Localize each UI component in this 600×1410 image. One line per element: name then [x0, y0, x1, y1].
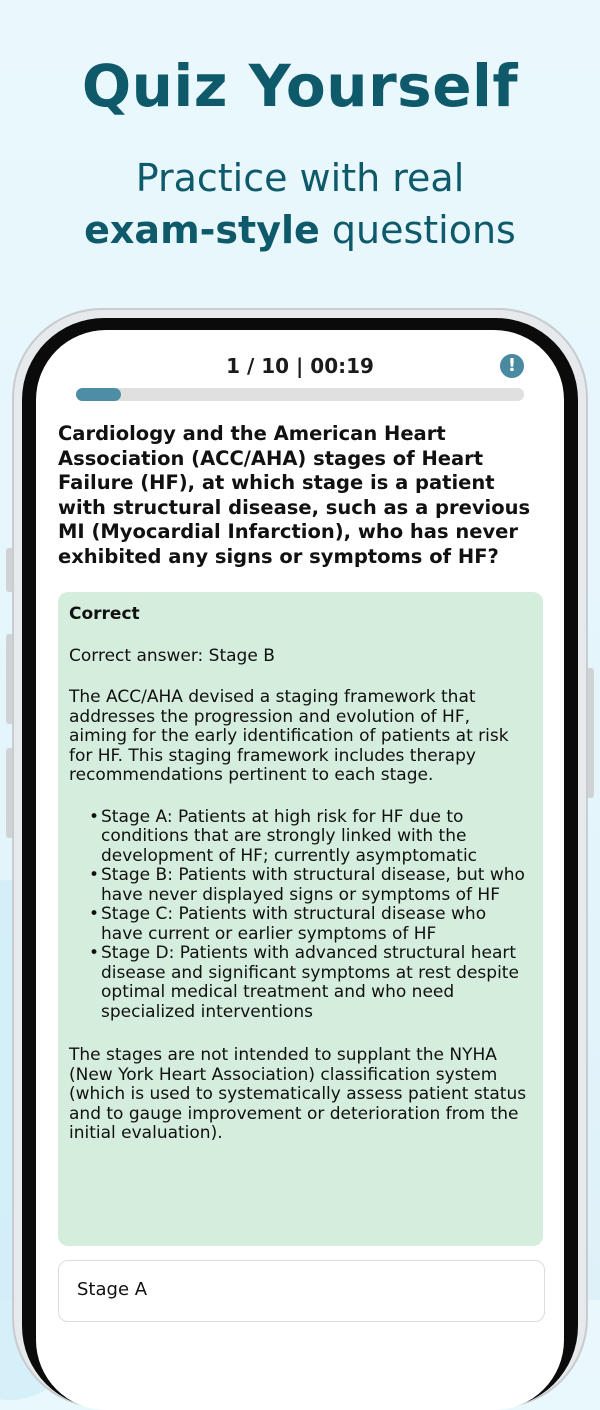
stage-b-text: Stage B: Patients with structural disease, but who have never displayed signs or symptoms of HF: [101, 865, 525, 905]
question-counter-timer: 1 / 10 | 00:19: [226, 354, 374, 378]
quiz-progress-bar: [76, 388, 524, 401]
stages-list: [69, 808, 531, 1023]
hero-subtitle-line2: [0, 204, 600, 256]
quiz-progress-fill: [76, 388, 121, 401]
answer-option-stage-a[interactable]: [58, 1260, 545, 1322]
exclamation-circle-icon[interactable]: !: [500, 354, 524, 378]
stage-d-text: Stage D: Patients with advanced structural heart disease and significant symptoms at rest despite optimal medical treatment and who need specialized interventions: [101, 943, 519, 1022]
hero-subtitle-bold: exam-style: [84, 208, 320, 252]
correct-answer-text: Correct answer: Stage B: [69, 646, 275, 666]
phone-screen: [36, 330, 564, 1410]
nyha-note-paragraph: The stages are not intended to supplant the NYHA (New York Heart Association) classification system (which is used to systematically assess patient status and to gauge improvement or deterioration from the initial evaluation).: [69, 1045, 527, 1143]
list-item: • Stage D: Patients with advanced structural heart disease and significant symptoms at rest despite optimal medical treatment and who need specialized interventions: [89, 943, 519, 1022]
stage-a-text: Stage A: Patients at high risk for HF due to conditions that are strongly linked with the development of HF; currently asymptomatic: [101, 806, 478, 866]
hero-subtitle-rest: questions: [319, 208, 516, 252]
stage-c-text: Stage C: Patients with structural disease who have current or earlier symptoms of HF: [101, 904, 487, 944]
explanation-paragraph: The ACC/AHA devised a staging framework that addresses the progression and evolution of HF, aiming for the early identification of patients at risk for HF. This staging framework includes therapy recommendations pertinent to each stage.: [69, 687, 509, 785]
list-item: • Stage B: Patients with structural disease, but who have never displayed signs or symptoms of HF: [89, 865, 525, 905]
question-text: Cardiology and the American Heart Association (ACC/AHA) stages of Heart Failure (HF), at which stage is a patient with structural disease, such as a previous MI (Myocardial Infarction), who has never exhibited any signs or symptoms of HF?: [58, 422, 531, 568]
hero-subtitle-line1: Practice with real: [135, 156, 465, 200]
hero-title: Quiz Yourself: [81, 52, 519, 120]
feedback-title: Correct: [69, 604, 140, 624]
list-item: • Stage A: Patients at high risk for HF due to conditions that are strongly linked with the development of HF; currently asymptomatic: [89, 806, 478, 866]
list-item: • Stage C: Patients with structural disease who have current or earlier symptoms of HF: [89, 904, 487, 944]
hero-subtitle: [0, 152, 600, 256]
answer-option-label: Stage A: [77, 1279, 148, 1300]
answer-feedback-card: [58, 592, 543, 1246]
